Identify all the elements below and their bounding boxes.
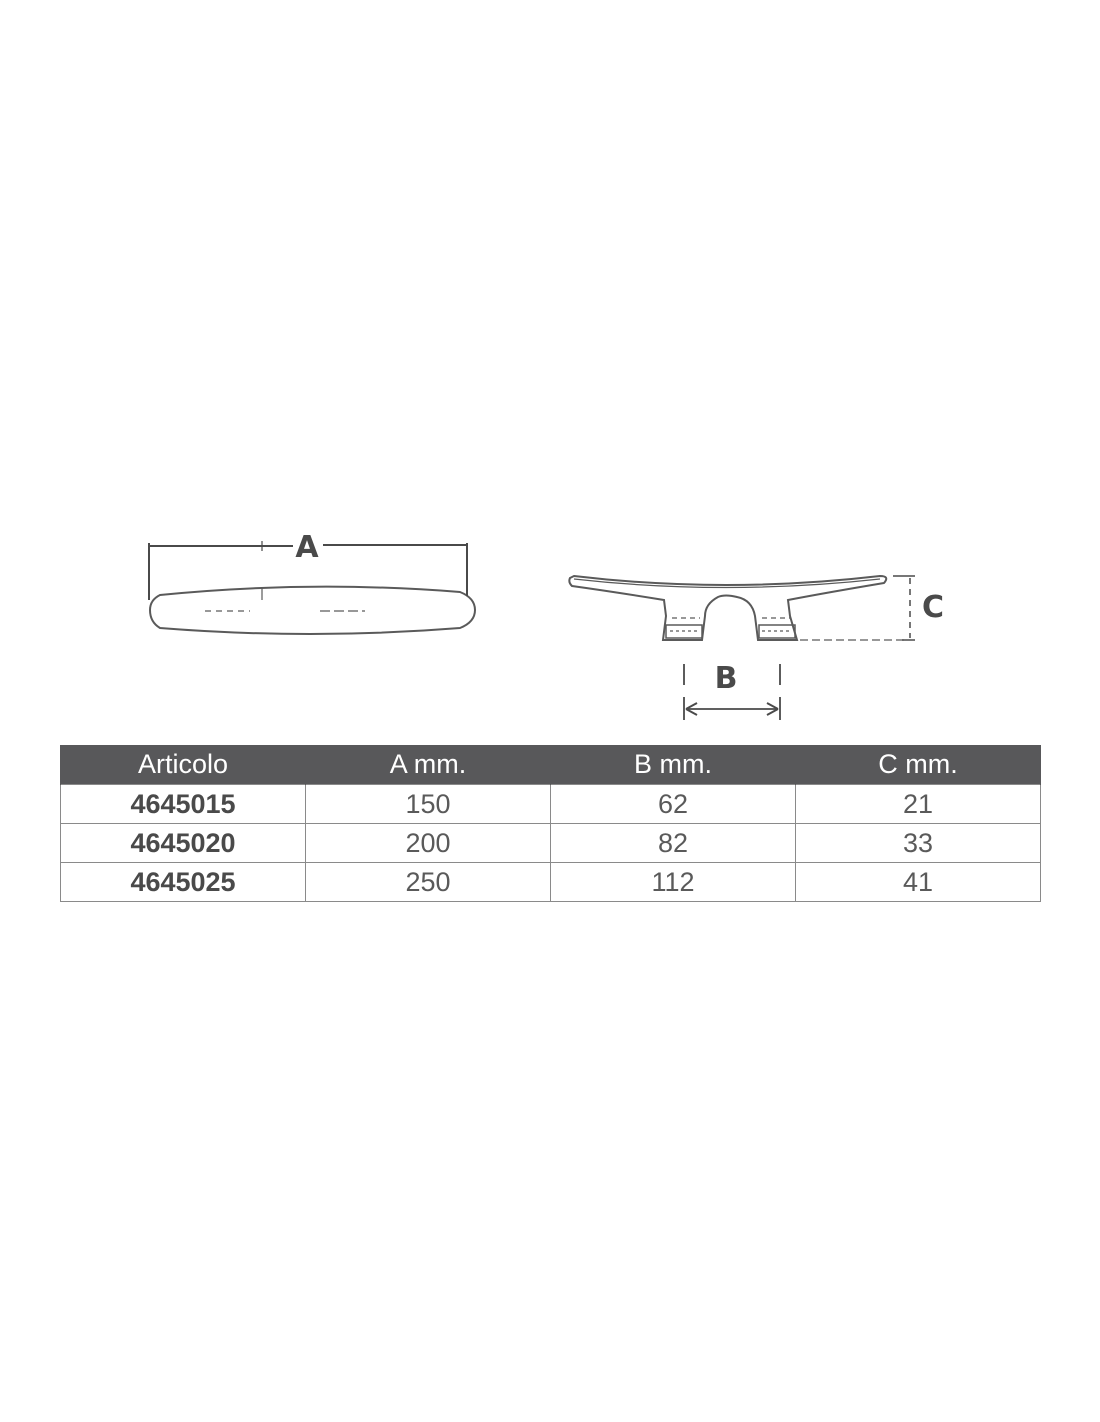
dimension-b-value: 62 bbox=[551, 785, 796, 824]
dimension-c-value: 21 bbox=[796, 785, 1041, 824]
dimension-a-value: 150 bbox=[306, 785, 551, 824]
dimension-c-value: 33 bbox=[796, 824, 1041, 863]
table-header-row bbox=[61, 745, 1041, 785]
article-code: 4645020 bbox=[61, 824, 306, 863]
dimension-c-value: 41 bbox=[796, 863, 1041, 902]
dimension-a-value: 200 bbox=[306, 824, 551, 863]
dimension-c bbox=[893, 576, 915, 640]
dimension-b-value: 82 bbox=[551, 824, 796, 863]
dimension-b-label: B bbox=[714, 661, 738, 696]
article-code: 4645025 bbox=[61, 863, 306, 902]
article-code: 4645015 bbox=[61, 785, 306, 824]
dimension-b-value: 112 bbox=[551, 863, 796, 902]
dimension-c-label: C bbox=[921, 590, 945, 625]
column-header-c: C mm. bbox=[796, 745, 1041, 785]
table-row bbox=[61, 785, 1041, 824]
table-row bbox=[61, 824, 1041, 863]
cleat-top-view bbox=[150, 587, 475, 634]
column-header-b: B mm. bbox=[551, 745, 796, 785]
dimension-a-value: 250 bbox=[306, 863, 551, 902]
column-header-articolo: Articolo bbox=[61, 745, 306, 785]
dimension-a-label: A bbox=[295, 530, 319, 565]
cleat-side-view bbox=[569, 576, 905, 640]
table-row bbox=[61, 863, 1041, 902]
specification-table bbox=[60, 745, 1041, 902]
column-header-a: A mm. bbox=[306, 745, 551, 785]
